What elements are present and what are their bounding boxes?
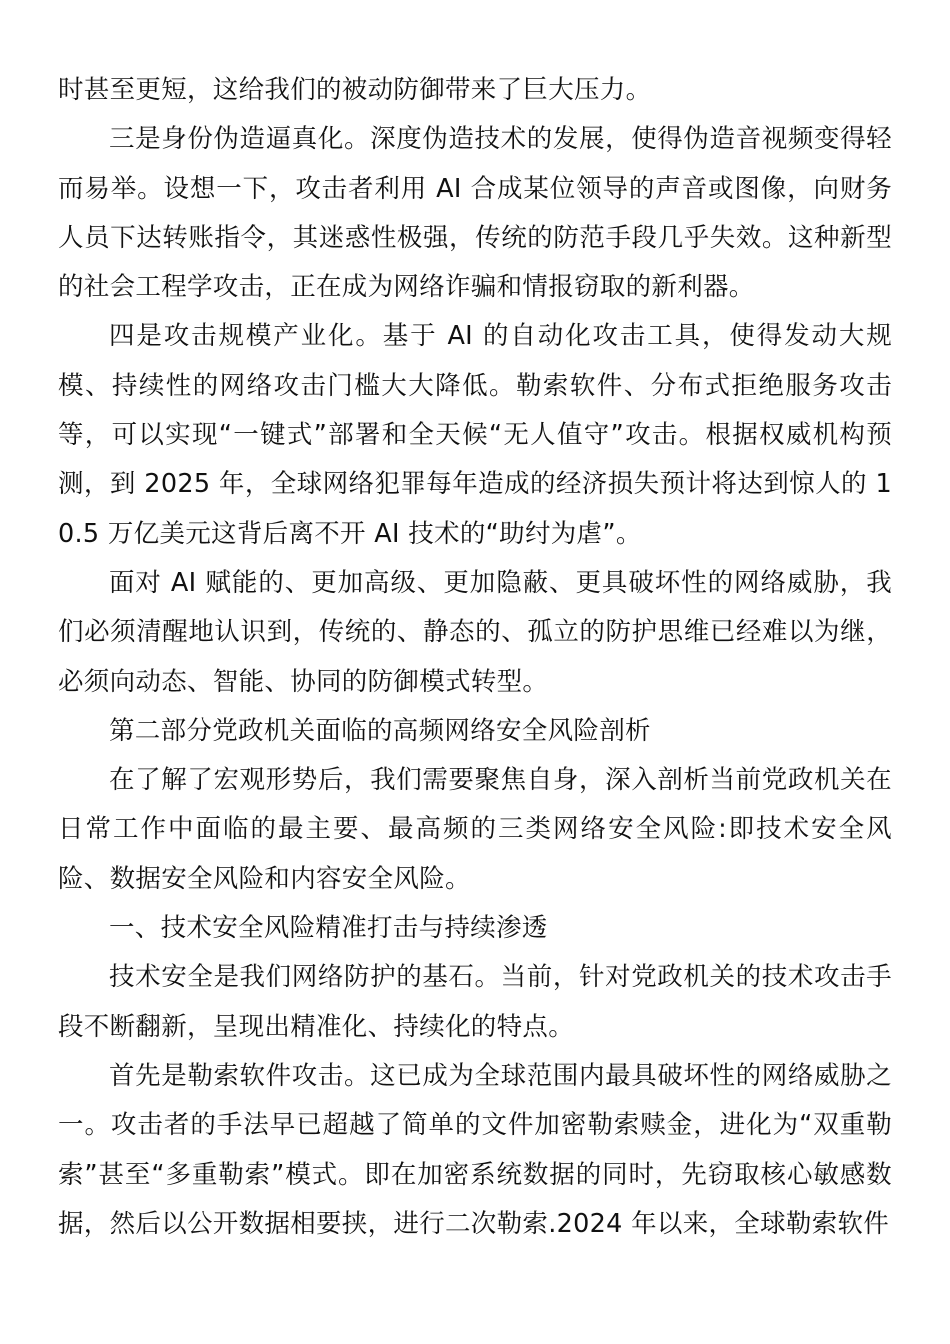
section-heading-part-two: 第二部分党政机关面临的高频网络安全风险剖析 [109,715,651,746]
paragraph-attack-industrialization: 四是攻击规模产业化。基于 AI 的自动化攻击工具，使得发动大规模、持续性的网络攻击门槛大大降低。勒索软件、分布式拒绝服务攻击等，可以实现“一键式”部署和全天候“无人值守”攻击。根据权威机构预测，到 2025 年，全球网络犯罪每年造成的经济损失预计将达到惊人的 10.5 万亿美元这背后离不开 AI 技术的“助纣为虐”。 [58,321,892,549]
subheading-technical-risk: 一、技术安全风险精准打击与持续渗透 [109,913,548,944]
paragraph-continuation: 时甚至更短，这给我们的被动防御带来了巨大压力。 [58,75,652,105]
paragraph-ransomware: 首先是勒索软件攻击。这已成为全球范围内最具破坏性的网络威胁之一。攻击者的手法早已超越了简单的文件加密勒索赎金，进化为“双重勒索”甚至“多重勒索”模式。即在加密系统数据的同时，先窃取核心敏感数据，然后以公开数据相要挟，进行二次勒索.2024 年以来，全球勒索软件 [58,1060,892,1239]
paragraph-ai-threat-summary: 面对 AI 赋能的、更加高级、更加隐蔽、更具破坏性的网络威胁，我们必须清醒地认识到，传统的、静态的、孤立的防护思维已经难以为继，必须向动态、智能、协同的防御模式转型。 [58,567,892,697]
paragraph-technical-security: 技术安全是我们网络防护的基石。当前，针对党政机关的技术攻击手段不断翻新，呈现出精准化、持续化的特点。 [58,962,892,1042]
paragraph-risk-overview: 在了解了宏观形势后，我们需要聚焦自身，深入剖析当前党政机关在日常工作中面临的最主要、最高频的三类网络安全风险:即技术安全风险、数据安全风险和内容安全风险。 [58,765,892,894]
document-body [58,66,892,1249]
paragraph-identity-forgery: 三是身份伪造逼真化。深度伪造技术的发展，使得伪造音视频变得轻而易举。设想一下，攻击者利用 AI 合成某位领导的声音或图像，向财务人员下达转账指令，其迷惑性极强，传统的防范手段几乎失效。这种新型的社会工程学攻击，正在成为网络诈骗和情报窃取的新利器。 [58,124,892,303]
